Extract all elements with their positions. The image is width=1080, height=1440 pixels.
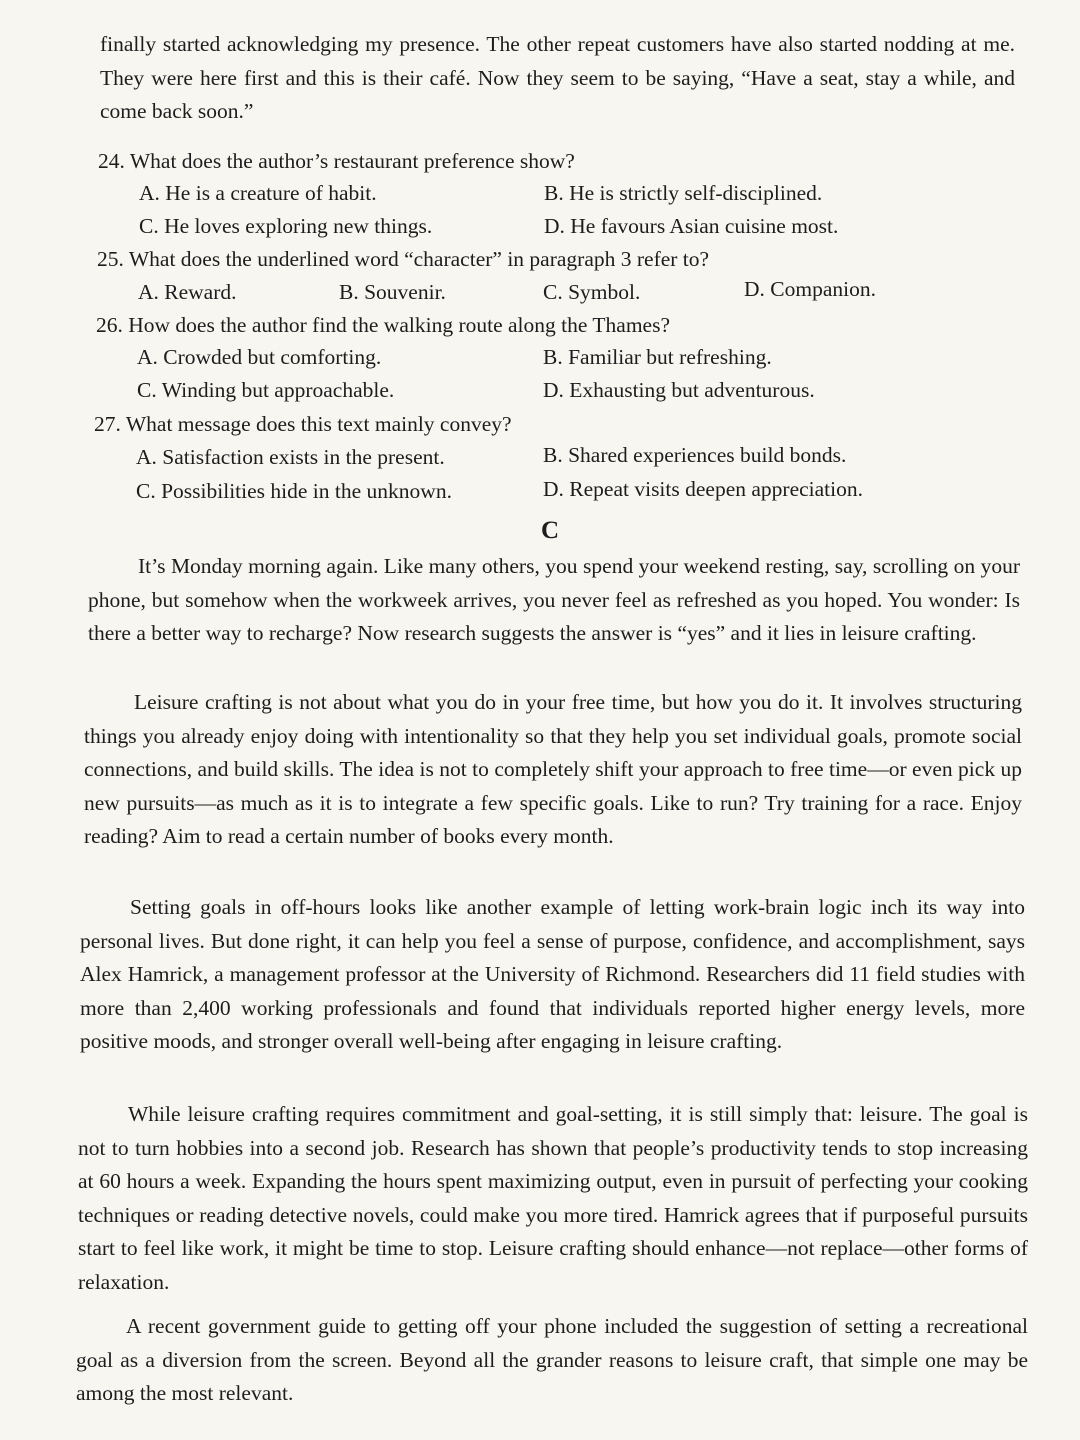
question-27-option-c[interactable]: C. Possibilities hide in the unknown. [136,479,452,503]
question-24-option-b[interactable]: B. He is strictly self-disciplined. [544,181,823,205]
section-c-paragraph-1: It’s Monday morning again. Like many others, you spend your weekend resting, say, scrolling on your phone, but somehow when the workweek arrives, you never feel as refreshed as you hoped. You wonder: Is there a better way to recharge? Now research suggests the answer is “yes” and it lies in leisure crafting. [88,554,1020,645]
question-26-option-a[interactable]: A. Crowded but comforting. [137,345,382,369]
question-26-stem: 26. How does the author find the walking route along the Thames? [96,313,670,337]
question-24-option-d[interactable]: D. He favours Asian cuisine most. [544,214,839,238]
question-24-option-a[interactable]: A. He is a creature of habit. [139,181,377,205]
question-27-option-b[interactable]: B. Shared experiences build bonds. [543,443,847,467]
question-25-option-b[interactable]: B. Souvenir. [339,280,446,304]
question-25-stem: 25. What does the underlined word “character” in paragraph 3 refer to? [97,247,710,271]
question-26-option-b[interactable]: B. Familiar but refreshing. [543,345,772,369]
question-24-option-c[interactable]: C. He loves exploring new things. [139,214,433,238]
question-27-stem: 27. What message does this text mainly convey? [94,412,512,436]
section-c-paragraph-5: A recent government guide to getting off your phone included the suggestion of setting a recreational goal as a diversion from the screen. Beyond all the grander reasons to leisure craft, that simple one may be among the most relevant. [76,1314,1028,1405]
question-27-option-a[interactable]: A. Satisfaction exists in the present. [136,445,445,469]
question-25-option-d[interactable]: D. Companion. [744,277,876,301]
question-25-option-a[interactable]: A. Reward. [138,280,237,304]
question-24-stem: 24. What does the author’s restaurant preference show? [98,149,575,173]
section-c-heading: C [541,517,560,544]
question-25-option-c[interactable]: C. Symbol. [543,280,641,304]
question-26-option-d[interactable]: D. Exhausting but adventurous. [543,378,815,402]
passage-b-closing-paragraph: finally started acknowledging my presence. The other repeat customers have also started nodding at me. They were here first and this is their café. Now they seem to be saying, “Have a seat, stay a while, and come back soon.” [100,32,1015,123]
section-c-paragraph-4: While leisure crafting requires commitment and goal-setting, it is still simply that: leisure. The goal is not to turn hobbies into a second job. Research has shown that people’s productivity tends to stop increasing at 60 hours a week. Expanding the hours spent maximizing output, even in pursuit of perfecting your cooking techniques or reading detective novels, could make you more tired. Hamrick agrees that if purposeful pursuits start to feel like work, it might be time to stop. Leisure crafting should enhance—not replace—other forms of relaxation. [78,1102,1028,1294]
question-26-option-c[interactable]: C. Winding but approachable. [137,378,395,402]
section-c-paragraph-3: Setting goals in off-hours looks like another example of letting work-brain logic inch its way into personal lives. But done right, it can help you feel a sense of purpose, confidence, and accomplishment, says Alex Hamrick, a management professor at the University of Richmond. Researchers did 11 field studies with more than 2,400 working professionals and found that individuals reported higher energy levels, more positive moods, and stronger overall well-being after engaging in leisure crafting. [80,895,1025,1053]
question-27-option-d[interactable]: D. Repeat visits deepen appreciation. [543,477,864,501]
section-c-paragraph-2: Leisure crafting is not about what you do in your free time, but how you do it. It involves structuring things you already enjoy doing with intentionality so that they help you set individual goals, promote social connections, and build skills. The idea is not to completely shift your approach to free time—or even pick up new pursuits—as much as it is to integrate a few specific goals. Like to run? Try training for a race. Enjoy reading? Aim to read a certain number of books every month. [84,690,1022,848]
